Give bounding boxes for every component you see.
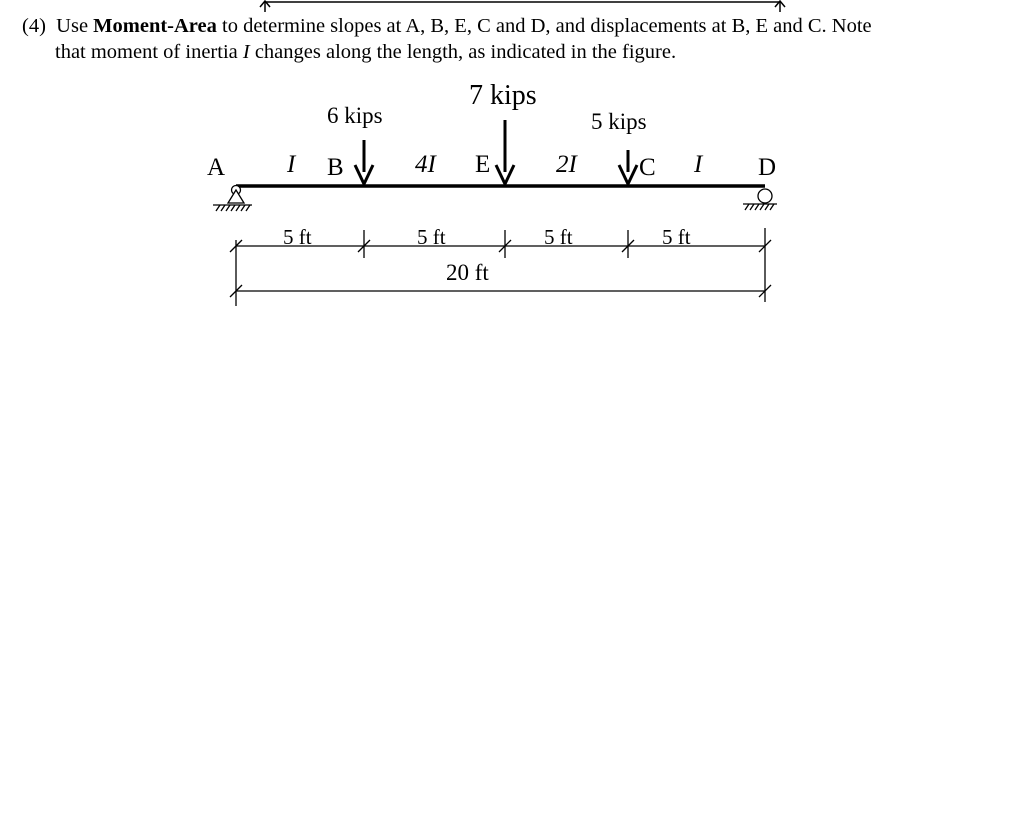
problem-text-1: Use [56, 15, 89, 37]
problem-text-4: changes along the length, as indicated in the figure. [254, 41, 677, 63]
dim-label-2: 5 ft [417, 225, 446, 249]
inertia-label-ec: 2I [556, 151, 577, 178]
problem-number: (4) [22, 15, 46, 37]
load-label-c: 5 kips [591, 109, 647, 134]
load-label-e: 7 kips [469, 80, 537, 111]
point-label-d: D [758, 154, 777, 181]
inertia-label-be: 4I [415, 151, 436, 178]
point-label-b: B [327, 154, 344, 181]
point-label-c: C [639, 154, 656, 181]
roller-support-d [743, 189, 777, 210]
inertia-label-ab: I [287, 151, 296, 178]
point-label-a: A [207, 154, 226, 181]
load-label-b: 6 kips [327, 103, 383, 128]
dim-label-1: 5 ft [283, 225, 312, 249]
cropped-top-arrows [260, 1, 785, 12]
dim-label-3: 5 ft [544, 225, 573, 249]
point-label-e: E [475, 151, 491, 178]
inertia-symbol: I [242, 41, 250, 63]
pin-support-a [213, 186, 252, 212]
problem-text-3: that moment of inertia [55, 41, 238, 63]
inertia-label-cd: I [694, 151, 703, 178]
problem-text-2: to determine slopes at A, B, E, C and D, and displacements at B, E and C. Note [222, 15, 872, 37]
dim-label-4: 5 ft [662, 225, 691, 249]
method-name: Moment-Area [93, 15, 217, 37]
dim-label-total: 20 ft [446, 260, 489, 285]
load-arrow-e [496, 120, 514, 184]
load-arrow-c [619, 150, 637, 184]
load-arrow-b [355, 140, 373, 184]
